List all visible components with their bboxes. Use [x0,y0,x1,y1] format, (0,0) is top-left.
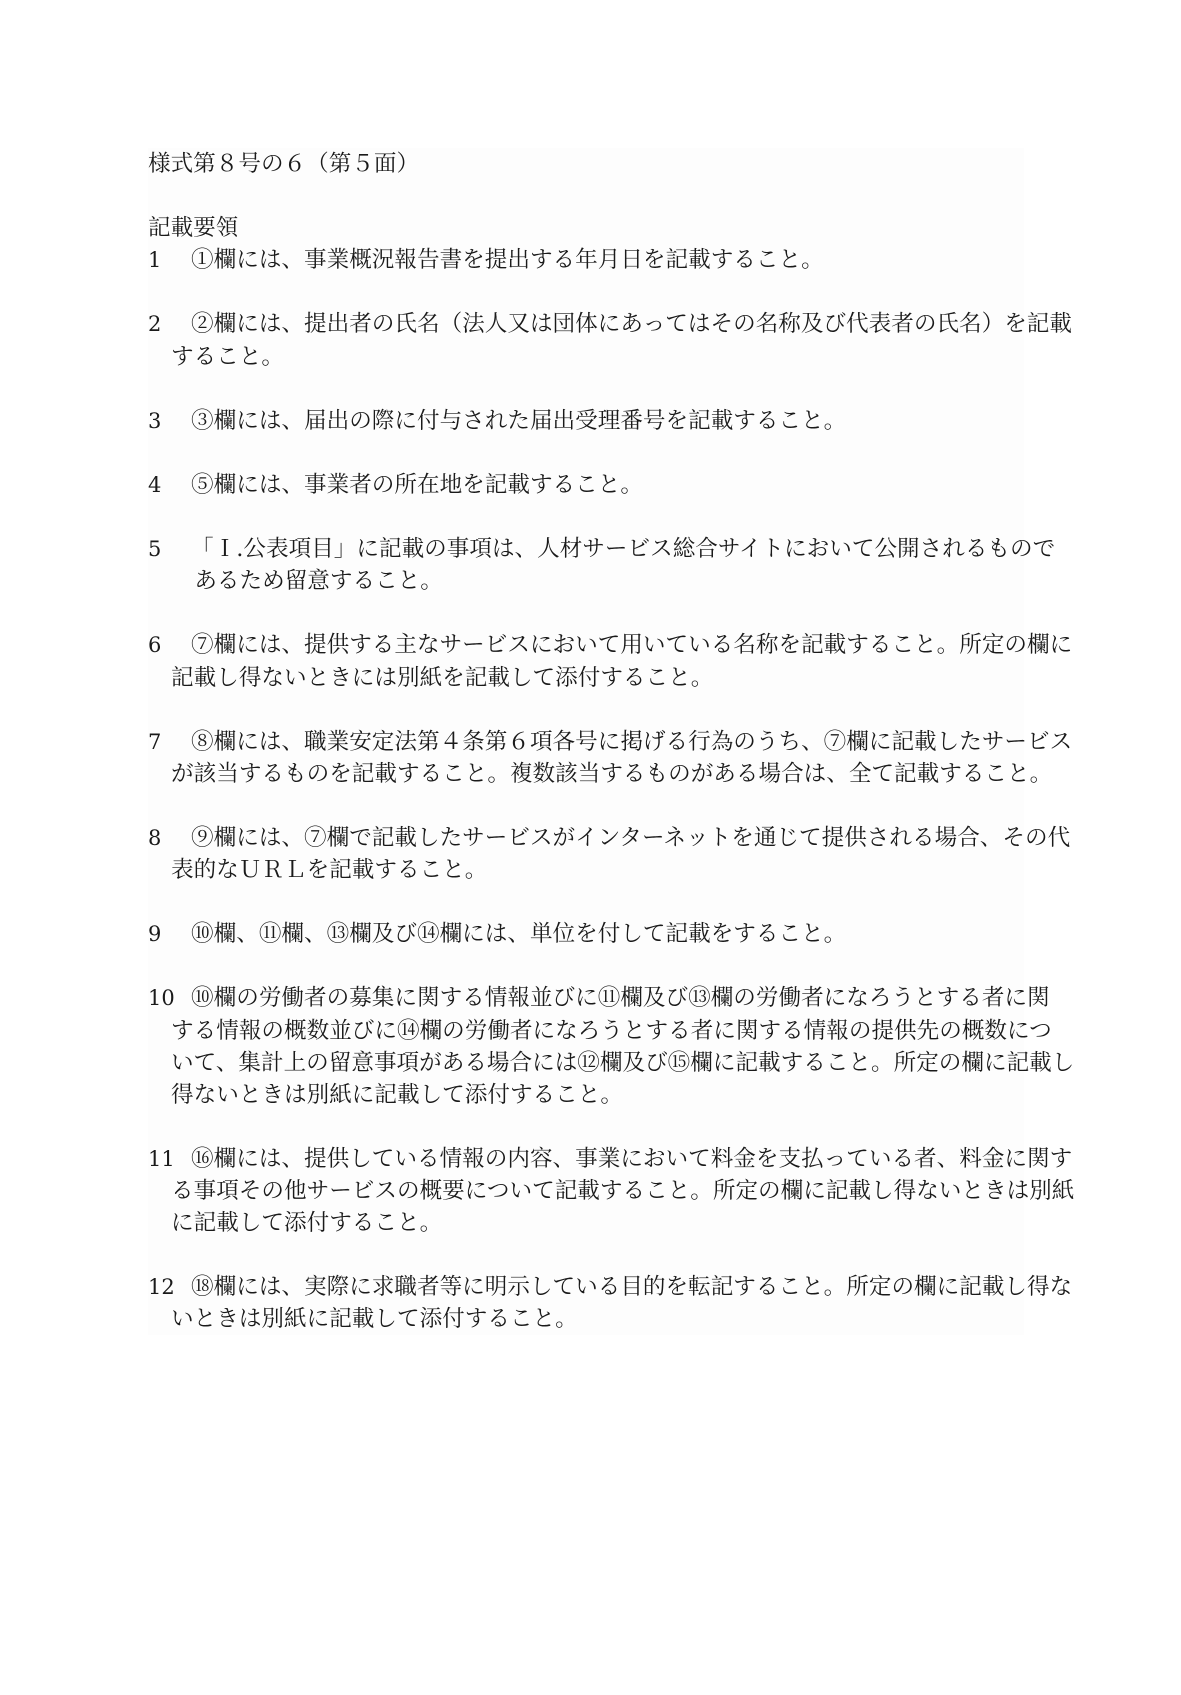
document-page [148,148,1075,1335]
item-text-line: ⑩欄、⑪欄、⑬欄及び⑭欄には、単位を付して記載をすること。 [191,921,847,948]
item-text-line: ③欄には、届出の際に付与された届出受理番号を記載すること。 [191,407,847,434]
item-text-line: する情報の概数並びに⑭欄の労働者になろうとする者に関する情報の提供先の概数につ [171,1017,1052,1044]
item-text-line: すること。 [171,343,285,370]
item-text-line: ②欄には、提出者の氏名（法人又は団体にあってはその名称及び代表者の氏名）を記載 [191,311,1072,338]
item-text-line: に記載して添付すること。 [171,1210,443,1237]
item-number: 1 [148,248,162,273]
item-text-line: いて、集計上の留意事項がある場合には⑫欄及び⑮欄に記載すること。所定の欄に記載し [171,1049,1075,1076]
item-text-line: る事項その他サービスの概要について記載すること。所定の欄に記載し得ないときは別紙 [171,1178,1075,1204]
instruction-item [148,918,1024,950]
instruction-item [148,822,1071,886]
item-text-line: 「Ｉ.公表項目」に記載の事項は、人材サービス総合サイトにおいて公開されるもので [191,536,1056,563]
item-number: 3 [148,408,162,433]
instruction-item [148,469,1024,501]
item-number: 10 [148,986,175,1011]
form-title: 様式第８号の６（第５面） [148,151,420,177]
item-text-line: ⑤欄には、事業者の所在地を記載すること。 [191,471,643,498]
item-number: 9 [148,922,162,947]
instruction-item [148,405,1024,437]
item-text-line: 記載し得ないときには別紙を記載して添付すること。 [171,664,714,691]
instruction-item [148,982,1075,1110]
item-number: 12 [148,1275,175,1300]
item-text-line: ⑱欄には、実際に求職者等に明示している目的を転記すること。所定の欄に記載し得な [191,1274,1073,1301]
item-number: 5 [148,537,162,562]
item-text-line: が該当するものを記載すること。複数該当するものがある場合は、全て記載すること。 [171,760,1053,787]
item-text-line: 得ないときは別紙に記載して添付すること。 [171,1081,623,1108]
section-heading: 記載要領 [148,215,239,242]
instruction-item [148,1271,1073,1335]
item-text-line: ⑯欄には、提供している情報の内容、事業において料金を支払っている者、料金に関す [191,1145,1073,1172]
instruction-item [148,308,1072,372]
instruction-item [148,533,1056,597]
item-text-line: ⑩欄の労働者の募集に関する情報並びに⑪欄及び⑬欄の労働者になろうとする者に関 [191,985,1050,1012]
item-number: 8 [148,825,162,850]
instruction-item [148,1143,1075,1239]
item-text-line: ⑦欄には、提供する主なサービスにおいて用いている名称を記載すること。所定の欄に [191,632,1073,659]
instruction-item [148,244,1024,276]
item-number: 6 [148,633,162,658]
item-text-line: ⑧欄には、職業安定法第４条第６項各号に掲げる行為のうち、⑦欄に記載したサービス [191,728,1073,755]
instruction-list [148,244,1075,1335]
item-number: 2 [148,312,162,337]
item-text-line: あるため留意すること。 [194,568,443,595]
item-number: 7 [148,729,162,754]
item-number: 11 [148,1146,175,1171]
item-text-line: ⑨欄には、⑦欄で記載したサービスがインターネットを通じて提供される場合、その代 [191,824,1071,851]
instruction-item [148,726,1073,790]
item-text-line: 表的なＵＲＬを記載すること。 [171,857,488,884]
item-text-line: ①欄には、事業概況報告書を提出する年月日を記載すること。 [191,247,824,274]
item-number: 4 [148,472,162,497]
item-text-line: いときは別紙に記載して添付すること。 [171,1306,578,1333]
instruction-item [148,629,1073,693]
